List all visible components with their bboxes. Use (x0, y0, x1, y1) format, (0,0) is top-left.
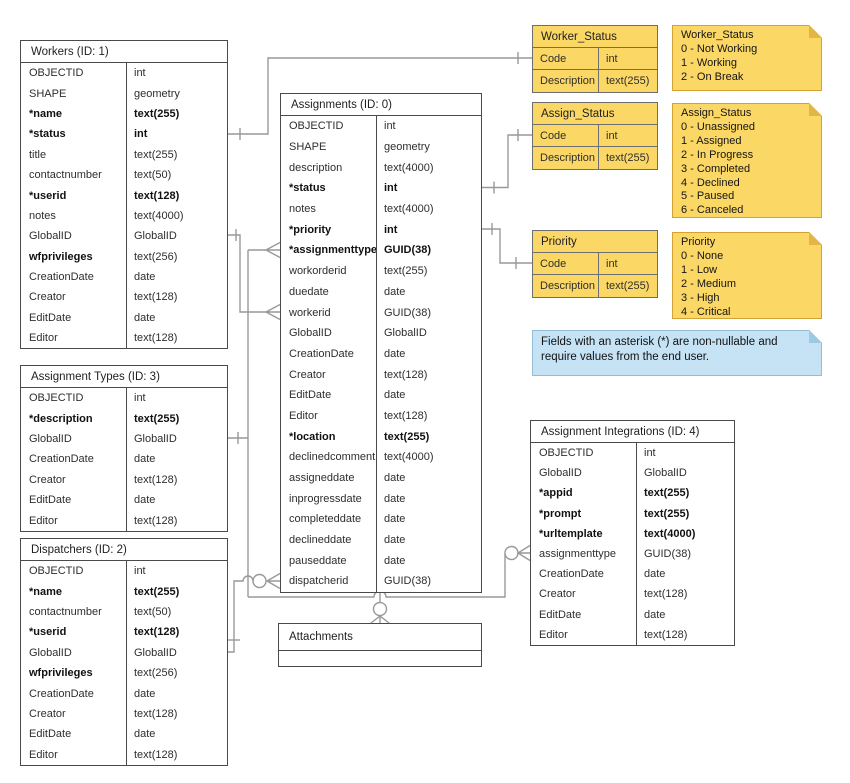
field-name: OBJECTID (539, 447, 594, 460)
field-name: wfprivileges (29, 667, 93, 680)
field-name: workerid (289, 306, 331, 319)
field-row (531, 564, 734, 584)
field-row (21, 83, 227, 103)
field-name: contactnumber (29, 169, 102, 182)
field-row (281, 550, 481, 571)
field-row (21, 561, 227, 581)
field-name: Editor (29, 332, 58, 345)
field-type: text(50) (134, 169, 172, 182)
connector-assignments-assignstatus (482, 135, 532, 188)
assignment-types-table[interactable] (20, 365, 228, 532)
field-name: Code (540, 257, 567, 270)
field-row (281, 406, 481, 427)
field-type: text(128) (134, 473, 178, 486)
field-name: Editor (539, 628, 568, 641)
field-row (533, 253, 657, 275)
field-row (281, 302, 481, 323)
field-name: Description (540, 152, 596, 164)
field-name: OBJECTID (29, 67, 84, 80)
note-line: 0 - Not Working (681, 42, 758, 55)
field-type: text(255) (134, 585, 180, 598)
note-line: 2 - On Break (681, 70, 744, 83)
column-divider (636, 443, 637, 645)
field-name: declineddate (289, 534, 352, 547)
field-row (21, 247, 227, 267)
field-type: int (384, 120, 396, 133)
field-type: geometry (384, 141, 430, 154)
field-type: text(4000) (384, 203, 434, 216)
field-row (21, 124, 227, 144)
column-divider (598, 253, 599, 297)
field-name: pauseddate (289, 554, 347, 567)
field-row (531, 584, 734, 604)
field-name: duedate (289, 285, 329, 298)
field-type: text(128) (644, 628, 688, 641)
field-row (21, 388, 227, 408)
field-name: EditDate (29, 494, 72, 507)
field-type: text(255) (134, 148, 178, 161)
dispatchers-table-title: Dispatchers (ID: 2) (21, 539, 227, 561)
field-type: text(255) (644, 507, 690, 520)
zero-circle (505, 547, 518, 560)
column-divider (126, 561, 127, 765)
field-name: *prompt (539, 507, 582, 520)
field-type: int (644, 447, 656, 460)
field-type: text(255) (134, 107, 180, 120)
field-type: text(255) (134, 412, 180, 425)
field-row (21, 206, 227, 226)
field-name: workorderid (289, 265, 347, 278)
field-row (531, 605, 734, 625)
field-type: text(4000) (644, 527, 696, 540)
field-row (281, 116, 481, 137)
field-row (531, 504, 734, 524)
field-name: *assignmenttype (289, 244, 378, 257)
note-line: 2 - Medium (681, 277, 737, 290)
crow-foot (267, 574, 280, 589)
field-row (281, 530, 481, 551)
note-line: 0 - Unassigned (681, 120, 755, 133)
note-line: 3 - Completed (681, 162, 751, 175)
field-row (281, 571, 481, 592)
workers-table-title: Workers (ID: 1) (21, 41, 227, 63)
field-name: GlobalID (289, 327, 332, 340)
field-type: text(128) (134, 707, 178, 720)
field-row (281, 157, 481, 178)
column-divider (376, 116, 377, 592)
field-name: Description (540, 75, 596, 87)
note-line: 5 - Paused (681, 190, 735, 203)
field-row (21, 643, 227, 663)
field-name: Editor (29, 748, 58, 761)
field-name: CreationDate (29, 687, 94, 700)
field-row (21, 622, 227, 642)
field-row (531, 463, 734, 483)
field-type: GUID(38) (644, 548, 692, 561)
field-type: date (384, 492, 406, 505)
assignment-integrations-table-title: Assignment Integrations (ID: 4) (531, 421, 734, 443)
field-row (21, 145, 227, 165)
note-line: 2 - In Progress (681, 148, 754, 161)
field-row (21, 429, 227, 449)
note-line: 1 - Assigned (681, 134, 742, 147)
field-type: text(256) (134, 250, 178, 263)
field-name: inprogressdate (289, 492, 362, 505)
field-name: GlobalID (539, 467, 582, 480)
field-name: *userid (29, 189, 67, 202)
asterisk-callout[interactable] (532, 330, 822, 376)
field-type: date (134, 494, 156, 507)
field-row (21, 63, 227, 83)
note-fold-corner (809, 25, 822, 38)
field-name: GlobalID (29, 432, 72, 445)
note-line: 4 - Critical (681, 305, 731, 318)
crow-foot (371, 616, 389, 623)
field-name: *appid (539, 487, 573, 500)
field-name: EditDate (29, 728, 72, 741)
field-type: text(50) (134, 605, 172, 618)
field-type: int (134, 128, 148, 141)
note-line: Worker_Status (681, 29, 754, 41)
field-name: EditDate (29, 311, 72, 324)
field-row (21, 408, 227, 428)
field-type: date (384, 513, 406, 526)
connector-workers-assignments (228, 235, 266, 312)
field-row (21, 581, 227, 601)
field-row (281, 178, 481, 199)
column-divider (598, 48, 599, 92)
field-type: text(128) (134, 626, 180, 639)
field-name: *name (29, 107, 63, 120)
note-line: 6 - Canceled (681, 204, 744, 217)
field-type: int (134, 565, 146, 578)
field-type: GlobalID (134, 646, 177, 659)
field-type: text(255) (384, 265, 428, 278)
field-type: GUID(38) (384, 306, 432, 319)
field-name: *userid (29, 626, 67, 639)
field-row (281, 468, 481, 489)
field-type: date (644, 568, 666, 581)
field-name: Editor (29, 514, 58, 527)
field-name: Editor (289, 409, 318, 422)
assign-status-table[interactable] (532, 102, 658, 170)
field-row (281, 323, 481, 344)
field-name: OBJECTID (29, 565, 84, 578)
field-name: Code (540, 129, 567, 142)
field-type: int (606, 52, 618, 65)
field-row (21, 165, 227, 185)
field-type: text(4000) (384, 451, 434, 464)
worker-status-table[interactable] (532, 25, 658, 93)
column-divider (126, 63, 127, 348)
field-row (21, 663, 227, 683)
field-name: CreationDate (289, 347, 354, 360)
worker-status-note[interactable] (672, 25, 822, 91)
field-row (21, 308, 227, 328)
field-type: GUID(38) (384, 575, 432, 588)
note-line: 1 - Low (681, 263, 718, 276)
field-row (531, 524, 734, 544)
field-row (281, 137, 481, 158)
field-row (531, 483, 734, 503)
field-row (533, 275, 657, 297)
column-divider (126, 388, 127, 531)
field-row (281, 488, 481, 509)
field-name: SHAPE (289, 141, 327, 154)
field-type: date (384, 554, 406, 567)
note-fold-corner (809, 330, 822, 343)
field-row (21, 449, 227, 469)
field-row (21, 602, 227, 622)
zero-circle (253, 575, 266, 588)
assignment-types-table-title: Assignment Types (ID: 3) (21, 366, 227, 388)
priority-table-title: Priority (533, 231, 657, 253)
field-row (21, 724, 227, 744)
field-type: date (134, 728, 156, 741)
field-type: date (384, 347, 406, 360)
field-name: CreationDate (29, 271, 94, 284)
field-row (533, 70, 657, 92)
field-row (533, 48, 657, 70)
field-type: text(4000) (384, 161, 434, 174)
field-name: declinedcomment (289, 451, 376, 464)
field-row (531, 625, 734, 645)
field-row (533, 147, 657, 169)
field-type: date (384, 285, 406, 298)
field-type: text(128) (134, 332, 178, 345)
field-type: date (384, 534, 406, 547)
field-row (281, 447, 481, 468)
field-row (281, 199, 481, 220)
field-row (21, 704, 227, 724)
field-row (21, 470, 227, 490)
field-type: int (134, 67, 146, 80)
field-name: GlobalID (29, 646, 72, 659)
connector-assignments-priority (482, 229, 532, 263)
field-type: GlobalID (134, 432, 177, 445)
field-name: *location (289, 430, 336, 443)
field-type: int (606, 129, 618, 142)
connector-types-assignments (228, 250, 266, 597)
attachments-table-title: Attachments (279, 624, 481, 651)
one-tick (492, 223, 516, 269)
crow-foot (518, 546, 530, 561)
field-row (21, 683, 227, 703)
field-name: Code (540, 52, 567, 65)
field-row (281, 509, 481, 530)
field-type: text(256) (134, 667, 178, 680)
note-line: 1 - Working (681, 56, 738, 69)
field-row (21, 267, 227, 287)
field-row (21, 226, 227, 246)
column-divider (598, 125, 599, 169)
field-type: date (384, 472, 406, 485)
field-type: date (134, 271, 156, 284)
field-type: date (134, 453, 156, 466)
field-row (281, 282, 481, 303)
field-type: int (384, 182, 398, 195)
field-name: title (29, 148, 47, 161)
field-type: text(128) (384, 368, 428, 381)
field-name: *status (289, 182, 326, 195)
assign-status-note[interactable] (672, 103, 822, 218)
field-name: CreationDate (539, 568, 604, 581)
field-type: int (606, 257, 618, 270)
field-type: text(255) (644, 487, 690, 500)
assign-status-table-title: Assign_Status (533, 103, 657, 125)
field-name: dispatcherid (289, 575, 349, 588)
field-type: text(128) (134, 514, 178, 527)
note-line: Priority (681, 236, 716, 248)
field-row (531, 443, 734, 463)
field-row (21, 185, 227, 205)
field-name: OBJECTID (29, 392, 84, 405)
field-name: Creator (29, 473, 66, 486)
note-fold-corner (809, 103, 822, 116)
field-row (281, 219, 481, 240)
field-row (533, 125, 657, 147)
field-row (281, 344, 481, 365)
field-type: text(255) (606, 75, 650, 87)
field-row (531, 544, 734, 564)
note-line: 3 - High (681, 291, 720, 304)
worker-status-table-title: Worker_Status (533, 26, 657, 48)
field-row (21, 328, 227, 348)
field-type: GlobalID (134, 230, 177, 243)
field-name: Creator (29, 707, 66, 720)
field-name: contactnumber (29, 605, 102, 618)
field-type: text(128) (134, 748, 178, 761)
zero-circle (374, 603, 387, 616)
field-name: notes (29, 209, 56, 222)
field-name: assignmenttype (539, 548, 617, 561)
assignments-table-title: Assignments (ID: 0) (281, 94, 481, 116)
empty-row (279, 651, 481, 666)
field-row (21, 104, 227, 124)
field-row (21, 490, 227, 510)
field-name: description (289, 161, 343, 174)
field-type: GUID(38) (384, 244, 432, 257)
field-type: text(128) (134, 291, 178, 304)
field-row (281, 385, 481, 406)
field-type: date (384, 389, 406, 402)
priority-table[interactable] (532, 230, 658, 298)
field-name: SHAPE (29, 87, 67, 100)
field-row (281, 261, 481, 282)
field-name: GlobalID (29, 230, 72, 243)
note-line: 0 - None (681, 249, 724, 262)
field-name: EditDate (539, 608, 582, 621)
field-type: int (384, 223, 398, 236)
note-line: 4 - Declined (681, 176, 740, 189)
field-type: date (134, 687, 156, 700)
note-line: Assign_Status (681, 107, 752, 119)
one-tick (494, 129, 518, 194)
field-name: CreationDate (29, 453, 94, 466)
field-row (21, 745, 227, 765)
field-name: *status (29, 128, 66, 141)
asterisk-callout-text: Fields with an asterisk (*) are non-nullable and require values from the end user. (541, 336, 778, 363)
assignment-integrations-table[interactable] (530, 420, 735, 646)
field-type: GlobalID (644, 467, 687, 480)
workers-table[interactable] (20, 40, 228, 349)
field-type: date (644, 608, 666, 621)
field-type: date (134, 311, 156, 324)
dispatchers-table[interactable] (20, 538, 228, 766)
field-type: text(255) (606, 152, 650, 164)
note-fold-corner (809, 232, 822, 245)
field-type: text(255) (606, 280, 650, 292)
field-name: *urltemplate (539, 527, 603, 540)
field-type: GlobalID (384, 327, 427, 340)
field-row (281, 426, 481, 447)
attachments-table[interactable] (278, 623, 482, 667)
field-row (21, 510, 227, 530)
field-type: text(4000) (134, 209, 184, 222)
crow-foot (266, 305, 280, 320)
field-row (281, 364, 481, 385)
field-name: Creator (289, 368, 326, 381)
field-name: EditDate (289, 389, 332, 402)
field-name: OBJECTID (289, 120, 344, 133)
field-type: int (134, 392, 146, 405)
field-type: text(128) (644, 588, 688, 601)
field-row (281, 240, 481, 261)
field-name: *name (29, 585, 63, 598)
field-row (21, 287, 227, 307)
field-name: *priority (289, 223, 332, 236)
priority-note[interactable] (672, 232, 822, 319)
assignments-table[interactable] (280, 93, 482, 593)
field-name: completeddate (289, 513, 362, 526)
field-type: text(128) (384, 409, 428, 422)
field-name: *description (29, 412, 93, 425)
field-name: Description (540, 280, 596, 292)
field-type: geometry (134, 87, 180, 100)
crow-foot (266, 243, 280, 258)
field-name: notes (289, 203, 316, 216)
field-name: Creator (29, 291, 66, 304)
field-name: wfprivileges (29, 250, 93, 263)
field-type: text(128) (134, 189, 180, 202)
field-type: text(255) (384, 430, 430, 443)
field-name: assigneddate (289, 472, 355, 485)
field-name: Creator (539, 588, 576, 601)
